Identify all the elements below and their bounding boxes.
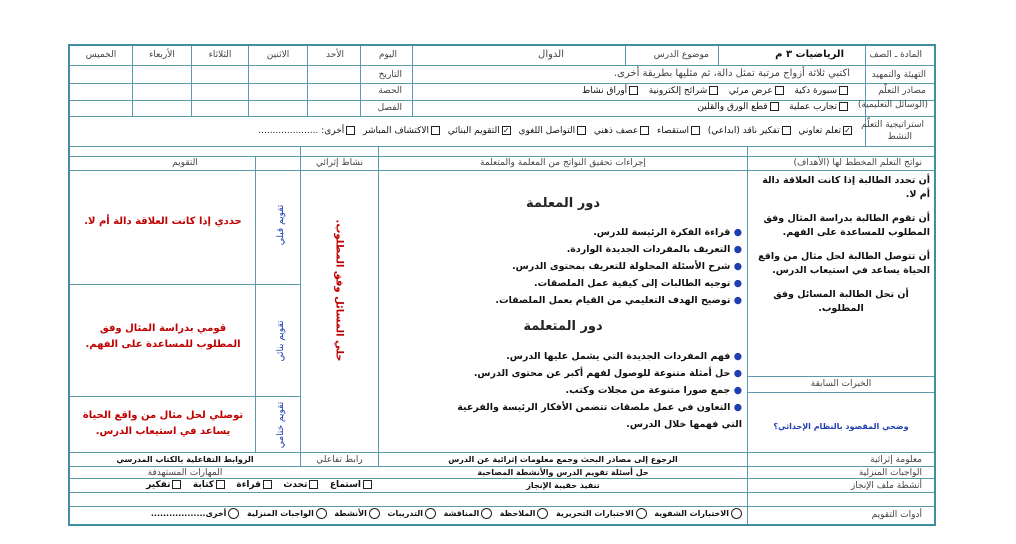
objective-item: أن تحل الطالبة المسائل وفق المطلوب. bbox=[773, 289, 909, 314]
tool-written: الاختبارات التحريرية bbox=[555, 509, 634, 518]
tool-other: أخرى.................. bbox=[150, 509, 227, 518]
student-step: التعاون في عمل ملصقات تتضمن الأفكار الرئيسة والفرعية التي فهمها خلال الدرس. bbox=[457, 402, 742, 430]
pre-eval-value: حددي إذا كانت العلاقة دالة أم لا. bbox=[84, 216, 242, 227]
resources-row-2 bbox=[697, 102, 850, 112]
tool-exercises: التدريبات bbox=[387, 509, 424, 518]
homework-value: حل أسئلة تقويم الدرس والأنشطة المصاحبة bbox=[477, 468, 649, 477]
student-step: فهم المفردات الجديدة التي يشمل عليها الدرس. bbox=[506, 351, 731, 362]
radio[interactable] bbox=[636, 508, 647, 519]
objective-item: أن تتوصل الطالبة لحل مثال من واقع الحياة يساعد في استيعاب الدرس. bbox=[758, 251, 930, 276]
interactive-link-label: رابط تفاعلي bbox=[316, 455, 363, 465]
objective-item: أن تحدد الطالبة إذا كانت العلاقة دالة أم لا. bbox=[762, 175, 930, 200]
tool-discussion: المناقشة bbox=[443, 509, 480, 518]
skills-list bbox=[74, 480, 374, 490]
strategy-critical: تفكير ناقد (ابداعي) bbox=[707, 126, 780, 136]
enrichment-value: الرجوع إلى مصادر البحث وجمع معلومات إثرائية عن الدرس bbox=[448, 455, 678, 464]
checkbox[interactable] bbox=[577, 126, 586, 135]
tools-label: أدوات التقويم bbox=[871, 510, 922, 520]
lesson-plan-sheet bbox=[68, 44, 936, 526]
checkbox[interactable] bbox=[263, 480, 272, 489]
tool-oral: الاختبارات الشفوية bbox=[654, 509, 729, 518]
objectives-list bbox=[752, 174, 930, 374]
teacher-step: قراءة الفكرة الرئيسة للدرس. bbox=[593, 227, 731, 238]
resources-label-1: مصادر التعلّم bbox=[878, 86, 926, 96]
radio[interactable] bbox=[425, 508, 436, 519]
lesson-topic-value: الدوال bbox=[538, 49, 564, 60]
list-item: ● قراءة الفكرة الرئيسة للدرس. bbox=[593, 227, 742, 238]
formative-eval-label: تقويم بنائي bbox=[276, 320, 286, 362]
strategy-formative: التقويم البنائي bbox=[447, 126, 500, 136]
radio[interactable] bbox=[228, 508, 239, 519]
day-sunday: الأحد bbox=[326, 50, 344, 60]
student-role-list bbox=[384, 348, 742, 433]
resource-paper: قطع الورق والقلين bbox=[697, 102, 768, 112]
resource-slides: شرائح إلكترونية bbox=[648, 86, 708, 96]
subject-label: المادة ـ الصف bbox=[869, 50, 922, 60]
checkbox[interactable] bbox=[839, 102, 848, 111]
day-thursday: الخميس bbox=[85, 50, 117, 60]
teacher-step: توجيه الطالبات إلى كيفية عمل الملصقات. bbox=[533, 278, 731, 289]
strategy-other: أخرى: ..................... bbox=[258, 126, 345, 136]
tool-homework: الواجبات المنزلية bbox=[246, 509, 314, 518]
skill-writing: كتابة bbox=[192, 480, 214, 490]
day-label: اليوم bbox=[378, 50, 397, 60]
teacher-step: التعريف بالمفردات الجديدة الواردة. bbox=[566, 244, 731, 255]
teacher-step: شرح الأسئلة المحلولة للتعريف بمحتوى الدرس. bbox=[512, 261, 731, 272]
resources-label-2: (الوسائل التعليمية) bbox=[857, 100, 928, 110]
list-item: ● التعريف بالمفردات الجديدة الواردة. bbox=[566, 244, 742, 255]
pre-eval-label: تقويم قبلي bbox=[276, 204, 286, 246]
radio[interactable] bbox=[316, 508, 327, 519]
activity-value: حلي المسائل وفق المطلوب. bbox=[333, 219, 345, 362]
list-item: ● حل أمثلة متنوعة للوصول لفهم أكبر عن محتوى الدرس. bbox=[473, 368, 742, 379]
interactive-link-value[interactable]: الروابط التفاعلية بالكتاب المدرسي bbox=[116, 455, 254, 464]
list-item: ● شرح الأسئلة المحلولة للتعريف بمحتوى الدرس. bbox=[512, 261, 742, 272]
checkbox[interactable] bbox=[172, 480, 181, 489]
strategy-coop: تعلم تعاوني bbox=[798, 126, 841, 136]
prior-knowledge-value: وضحي المقصود بالنظام الإحداثي؟ bbox=[773, 422, 909, 431]
resource-smartboard: سبورة ذكية bbox=[794, 86, 837, 96]
teacher-role-list bbox=[384, 224, 742, 309]
resource-worksheets: أوراق نشاط bbox=[582, 86, 628, 96]
day-monday: الاثنين bbox=[266, 50, 290, 60]
radio[interactable] bbox=[369, 508, 380, 519]
student-step: جمع صورا متنوعة من مجلات وكتب. bbox=[565, 385, 731, 396]
portfolio-value: تنفيذ حقيبة الإنجاز bbox=[526, 481, 600, 490]
teacher-role-title: دور المعلمة bbox=[525, 196, 601, 211]
strategies-list bbox=[258, 126, 854, 136]
skill-thinking: تفكير bbox=[146, 480, 171, 490]
resources-row-1 bbox=[582, 86, 850, 96]
list-item: ● التعاون في عمل ملصقات تتضمن الأفكار الرئيسة والفرعية التي فهمها خلال الدرس. bbox=[457, 402, 742, 430]
formative-eval-value: قومي بدراسة المثال وفق المطلوب للمساعدة على الفهم. bbox=[85, 323, 241, 350]
resource-experiments: تجارب عملية bbox=[789, 102, 837, 112]
checkbox[interactable] bbox=[629, 86, 638, 95]
radio[interactable] bbox=[537, 508, 548, 519]
checkbox[interactable] bbox=[691, 126, 700, 135]
strategies-label-1: استراتيجية التعلّم bbox=[861, 120, 924, 130]
radio[interactable] bbox=[731, 508, 742, 519]
strategy-brainstorm: عصف ذهني bbox=[593, 126, 639, 136]
radio[interactable] bbox=[481, 508, 492, 519]
homework-label: الواجبات المنزلية bbox=[858, 468, 922, 478]
objectives-header: نواتج التعلم المخطط لها (الأهداف) bbox=[793, 158, 922, 168]
final-eval-value: توصلي لحل مثال من واقع الحياة يساعد في استيعاب الدرس. bbox=[82, 410, 244, 437]
tools-list bbox=[151, 508, 744, 519]
checkbox[interactable] bbox=[363, 480, 372, 489]
resource-visual: عرض مرئي bbox=[728, 86, 773, 96]
warmup-value: اكتبي ثلاثة أزواج مرتبة تمثل دالة، ثم مثليها بطريقة أخرى. bbox=[613, 68, 850, 79]
student-step: حل أمثلة متنوعة للوصول لفهم أكبر عن محتوى الدرس. bbox=[473, 368, 731, 379]
checkbox[interactable] bbox=[431, 126, 440, 135]
tool-activities: الأنشطة bbox=[334, 509, 367, 518]
procedures-header: إجراءات تحقيق النواتج من المعلمة والمتعلمة bbox=[480, 158, 646, 168]
target-skills-label: المهارات المستهدفة bbox=[147, 468, 223, 478]
subject-value: الرياضيات ٣ م bbox=[775, 49, 844, 60]
strategies-label-2: النشط bbox=[887, 132, 912, 142]
prior-knowledge-label: الخبرات السابقة bbox=[810, 379, 872, 389]
checkbox[interactable] bbox=[640, 126, 649, 135]
skill-listening: استماع bbox=[329, 480, 361, 490]
checkbox[interactable]: ✓ bbox=[844, 126, 851, 135]
teacher-step: توضيح الهدف التعليمي من القيام بعمل الملصقات. bbox=[495, 295, 731, 306]
skill-speaking: تحدث bbox=[283, 480, 308, 490]
list-item: ● توضيح الهدف التعليمي من القيام بعمل الملصقات. bbox=[495, 295, 742, 306]
class-label: الفصل bbox=[377, 103, 402, 113]
checkbox[interactable] bbox=[346, 126, 355, 135]
checkbox[interactable] bbox=[216, 480, 225, 489]
checkbox[interactable] bbox=[782, 126, 791, 135]
enrichment-label: معلومة إثرائية bbox=[870, 455, 922, 465]
date-label: التاريخ bbox=[378, 70, 402, 80]
checkbox[interactable] bbox=[770, 102, 779, 111]
portfolio-label: أنشطة ملف الإنجاز bbox=[850, 481, 922, 491]
strategy-inquiry: استقصاء bbox=[656, 126, 690, 136]
lesson-topic-label: موضوع الدرس bbox=[653, 50, 709, 60]
warmup-label: التهيئة والتمهيد bbox=[871, 70, 926, 80]
tool-observation: الملاحظة bbox=[499, 509, 536, 518]
list-item: ● فهم المفردات الجديدة التي يشمل عليها الدرس. bbox=[506, 351, 742, 362]
checkbox[interactable] bbox=[775, 86, 784, 95]
checkbox[interactable] bbox=[309, 480, 318, 489]
student-role-title: دور المتعلمة bbox=[523, 319, 603, 334]
checkbox[interactable]: ✓ bbox=[502, 126, 510, 135]
list-item: ● جمع صورا متنوعة من مجلات وكتب. bbox=[565, 385, 742, 396]
evaluation-header: التقويم bbox=[172, 158, 198, 168]
day-tuesday: الثلاثاء bbox=[208, 50, 232, 60]
checkbox[interactable] bbox=[839, 86, 848, 95]
list-item: ● توجيه الطالبات إلى كيفية عمل الملصقات. bbox=[533, 278, 742, 289]
strategy-discovery: الاكتشاف المباشر bbox=[363, 126, 430, 136]
activity-header: نشاط إثرائي bbox=[316, 158, 363, 168]
strategy-language: التواصل اللغوي bbox=[518, 126, 576, 136]
final-eval-label: تقويم ختامي bbox=[276, 401, 286, 449]
day-wednesday: الأربعاء bbox=[149, 50, 175, 60]
period-label: الحصة bbox=[378, 86, 402, 96]
checkbox[interactable] bbox=[709, 86, 718, 95]
skill-reading: قراءة bbox=[236, 480, 261, 490]
objective-item: أن تقوم الطالبة بدراسة المثال وفق المطلوب للمساعدة على الفهم. bbox=[763, 213, 930, 238]
